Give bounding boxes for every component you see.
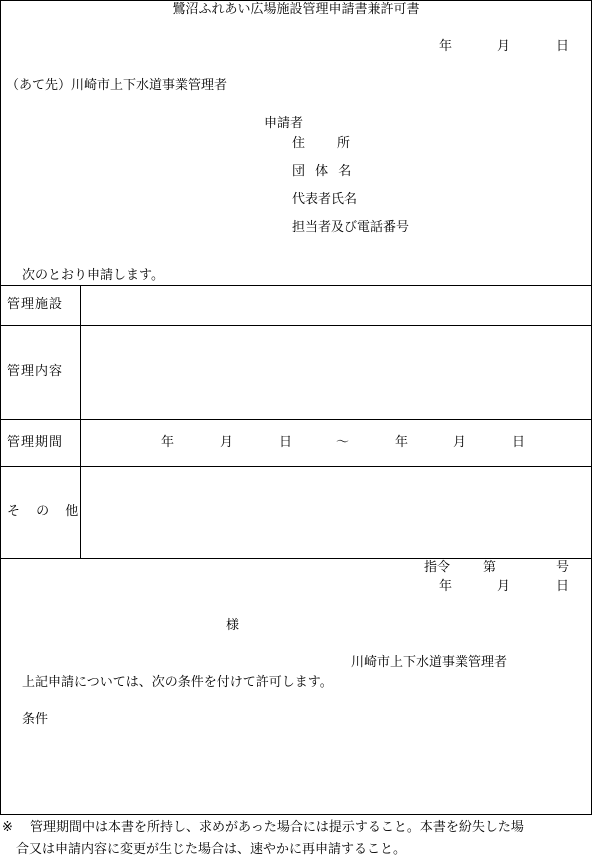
period-end-year: 年 bbox=[395, 435, 409, 450]
permit-year: 年 bbox=[439, 579, 453, 594]
footnote-mark: ※ bbox=[2, 820, 13, 835]
other-label: そ の 他 bbox=[7, 504, 85, 519]
applicant-contact-label: 担当者及び電話番号 bbox=[292, 220, 410, 235]
applicant-heading: 申請者 bbox=[264, 116, 304, 131]
applicant-address-label: 住 所 bbox=[292, 136, 353, 151]
period-label: 管理期間 bbox=[7, 435, 64, 450]
period-end-month: 月 bbox=[453, 435, 467, 450]
content-label: 管理内容 bbox=[7, 364, 64, 379]
permit-statement: 上記申請については、次の条件を付けて許可します。 bbox=[22, 675, 333, 690]
frame-bottom-line bbox=[0, 814, 592, 815]
permit-month: 月 bbox=[497, 579, 511, 594]
document-title: 鷺沼ふれあい広場施設管理申請書兼許可書 bbox=[172, 2, 420, 17]
frame-top-line bbox=[0, 0, 592, 1]
addressee: （あて先）川崎市上下水道事業管理者 bbox=[6, 78, 228, 93]
period-tilde: ～ bbox=[336, 435, 350, 450]
table-row3-line bbox=[0, 466, 592, 467]
table-bottom-line bbox=[0, 558, 592, 559]
request-statement: 次のとおり申請します。 bbox=[22, 268, 164, 283]
period-start-year: 年 bbox=[161, 435, 175, 450]
permit-number-prefix: 第 bbox=[483, 560, 497, 575]
permit-honorific: 様 bbox=[226, 618, 240, 633]
date-year: 年 bbox=[439, 39, 453, 54]
date-day: 日 bbox=[556, 39, 570, 54]
applicant-group-label: 団 体 名 bbox=[292, 164, 355, 179]
permit-conditions-label: 条件 bbox=[22, 712, 49, 727]
table-row2-line bbox=[0, 419, 592, 420]
table-top-line bbox=[0, 285, 592, 286]
period-end-day: 日 bbox=[512, 435, 526, 450]
footnote-line1: 管理期間中は本書を所持し、求めがあった場合には提示すること。本書を紛失した場 bbox=[30, 820, 524, 835]
permit-issuer: 川崎市上下水道事業管理者 bbox=[351, 655, 508, 670]
footnote-line2: 合又は申請内容に変更が生じた場合は、速やかに再申請すること。 bbox=[16, 842, 407, 857]
period-start-month: 月 bbox=[220, 435, 234, 450]
permit-directive: 指令 bbox=[424, 560, 451, 575]
permit-number-suffix: 号 bbox=[556, 560, 570, 575]
date-month: 月 bbox=[497, 39, 511, 54]
period-start-day: 日 bbox=[279, 435, 293, 450]
permit-day: 日 bbox=[556, 579, 570, 594]
applicant-representative-label: 代表者氏名 bbox=[292, 192, 358, 207]
table-row1-line bbox=[0, 325, 592, 326]
frame-left-line bbox=[0, 0, 1, 815]
facility-label: 管理施設 bbox=[7, 297, 64, 312]
